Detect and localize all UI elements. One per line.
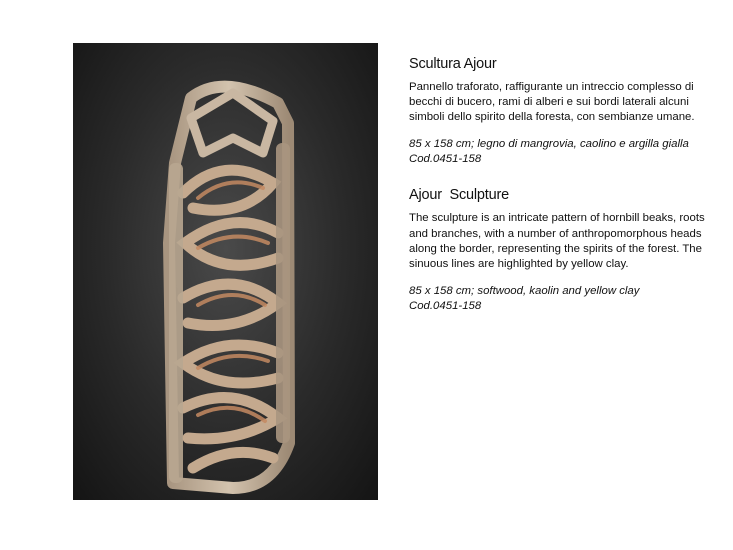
english-title: Ajour Sculpture <box>409 187 509 204</box>
italian-dimensions: 85 x 158 cm; legno di mangrovia, caolino e argilla gialla <box>409 138 689 151</box>
beak-4 <box>183 345 278 383</box>
italian-code: Cod.0451-158 <box>409 153 482 166</box>
italian-description: Pannello traforato, raffigurante un intreccio complesso di becchi di bucero, rami di alberi e sui bordi laterali alcuni simboli dello spirito della foresta, con sembianze umane. <box>409 81 695 124</box>
english-dimensions: 85 x 158 cm; softwood, kaolin and yellow clay <box>409 284 640 297</box>
italian-title: Scultura Ajour <box>409 56 497 72</box>
left-border <box>169 163 183 483</box>
ajour-sculpture-image <box>73 43 378 500</box>
english-description: The sculpture is an intricate pattern of hornbill beaks, roots and branches, with a number of anthropomorphous heads along the border, representing the spirits of the forest. The sinuous lines are highlighted by yellow clay. <box>409 212 705 270</box>
sculpture-photo <box>73 43 378 500</box>
beak-2 <box>185 223 278 266</box>
top-arch <box>191 93 273 153</box>
caption-panel <box>409 56 709 314</box>
right-border <box>276 143 290 443</box>
beak-6 <box>193 452 273 468</box>
beak-1 <box>183 170 273 210</box>
english-code: Cod.0451-158 <box>409 299 482 312</box>
